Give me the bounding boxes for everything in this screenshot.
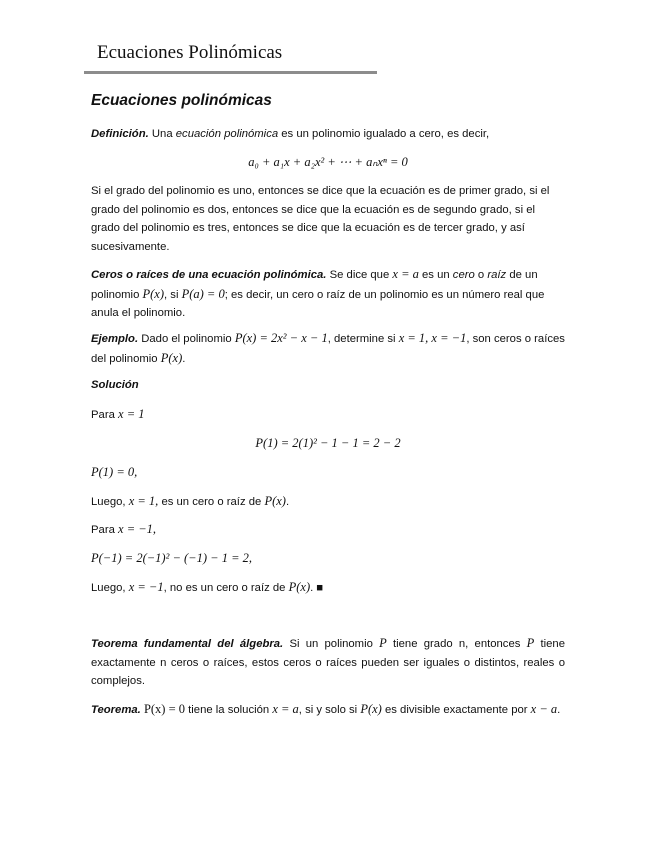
solution-line-1 xyxy=(91,405,565,425)
theorem-math-0: P(x) = 0 xyxy=(140,702,186,716)
theorem-math-3: x − a xyxy=(530,702,558,716)
theorem-math-1: x = a xyxy=(272,702,299,716)
fundamental-text-1: Si un polinomio xyxy=(283,638,380,650)
example-math-1: P(x) = 2x² − x − 1 xyxy=(234,331,328,345)
fundamental-theorem-label: Teorema fundamental del álgebra. xyxy=(91,638,284,650)
solution-line-1-math: x = 1 xyxy=(118,407,145,421)
example-text-1: Dado el polinomio xyxy=(138,333,235,345)
example-text-2: , determine si xyxy=(327,333,399,345)
definition-term: ecuación polinómica xyxy=(175,128,279,140)
roots-term-cero: cero xyxy=(452,269,475,281)
fundamental-math-1: P xyxy=(379,636,387,650)
solution-line-6-math-1: x = −1 xyxy=(128,580,164,594)
roots-text-5: , si xyxy=(164,288,182,301)
solution-line-3-math-2: P(x) xyxy=(264,494,286,508)
theorem-label: Teorema. xyxy=(91,704,141,716)
example-text-3: , son ceros o raíces del polinomio xyxy=(91,333,565,365)
solution-line-3-pre: Luego, xyxy=(91,496,129,508)
roots-text-3: o xyxy=(474,269,488,281)
solution-line-4-pre: Para xyxy=(91,524,119,536)
solution-line-6-end: . ■ xyxy=(310,582,324,594)
definition-label: Definición. xyxy=(91,128,149,140)
solution-line-6-pre: Luego, xyxy=(91,582,129,594)
fundamental-math-2: P xyxy=(526,636,535,650)
solution-line-5 xyxy=(91,549,565,569)
example-math-3: P(x) xyxy=(160,350,183,365)
solution-line-3 xyxy=(91,492,565,512)
solution-line-3-mid: es un cero o raíz de xyxy=(158,496,265,508)
degree-paragraph: Si el grado del polinomio es uno, entonces se dice que la ecuación es de primer grado, si el grado del polinomio es dos, entonces se dice que la ecuación es de segundo grado, si el grado del polinomio es tres, entonces se dice que la ecuación es de tercer grado, y así sucesivamente. xyxy=(91,185,550,253)
polynomial-equation: a₀ + a₁x + a₂x² + ⋯ + aₙxⁿ = 0 xyxy=(248,155,408,169)
roots-math-2: P(x) xyxy=(142,286,165,301)
solution-line-2 xyxy=(91,463,565,483)
solution-line-5-math: P(−1) = 2(−1)² − (−1) − 1 = 2, xyxy=(91,551,253,565)
roots-text-2: es un xyxy=(418,269,453,281)
roots-paragraph xyxy=(91,265,565,323)
section-title: Ecuaciones polinómicas xyxy=(91,92,272,109)
fundamental-text-3: tiene exactamente n ceros o raíces, estos ceros o raíces pueden ser iguales o distintos, reales o complejos. xyxy=(91,638,566,687)
solution-line-4-math: x = −1, xyxy=(118,522,157,536)
roots-text-4: de un polinomio xyxy=(91,269,538,301)
roots-label: Ceros o raíces de una ecuación polinómica. xyxy=(91,269,327,281)
theorem-text-1: tiene la solución xyxy=(185,704,273,716)
example-math-2: x = 1, x = −1 xyxy=(398,331,467,345)
definition-text-post: es un polinomio igualado a cero, es decir, xyxy=(278,128,490,140)
solution-equation: P(1) = 2(1)² − 1 − 1 = 2 − 2 xyxy=(255,436,401,450)
solution-label xyxy=(91,376,565,395)
roots-term-raiz: raíz xyxy=(487,269,507,281)
example-text-4: . xyxy=(182,352,186,365)
fundamental-text-2: tiene grado n, entonces xyxy=(386,638,527,650)
solution-line-1-text: Para xyxy=(91,409,119,421)
definition-paragraph xyxy=(91,125,565,144)
roots-math-3: P(a) = 0 xyxy=(181,286,225,301)
solution-line-2-math: P(1) = 0, xyxy=(91,465,138,479)
definition-text-pre: Una xyxy=(148,128,176,140)
solution-line-3-end: . xyxy=(285,496,290,508)
roots-math-1: x = a xyxy=(392,267,419,281)
solution-line-6-math-2: P(x) xyxy=(288,580,311,594)
solution-line-6 xyxy=(91,578,565,598)
theorem-math-2: P(x) xyxy=(360,702,382,716)
theorem-paragraph xyxy=(91,700,565,720)
solution-line-6-mid: , no es un cero o raíz de xyxy=(163,582,289,594)
solution-heading: Solución xyxy=(91,379,139,391)
roots-text-6: ; es decir, un cero o raíz de un polinomio es un número real que anula el polinomio. xyxy=(91,288,545,319)
fundamental-theorem-paragraph xyxy=(91,634,565,691)
roots-text-1: Se dice que xyxy=(326,269,393,281)
theorem-text-2: , si y solo si xyxy=(298,704,361,716)
header-rule xyxy=(84,71,377,74)
solution-line-3-math-1: x = 1, xyxy=(128,494,159,508)
page-header-title: Ecuaciones Polinómicas xyxy=(97,42,283,63)
example-paragraph xyxy=(91,329,565,368)
theorem-text-3: es divisible exactamente por xyxy=(381,704,531,716)
example-label: Ejemplo. xyxy=(91,333,139,345)
theorem-text-4: . xyxy=(557,704,561,716)
solution-line-4 xyxy=(91,520,565,540)
